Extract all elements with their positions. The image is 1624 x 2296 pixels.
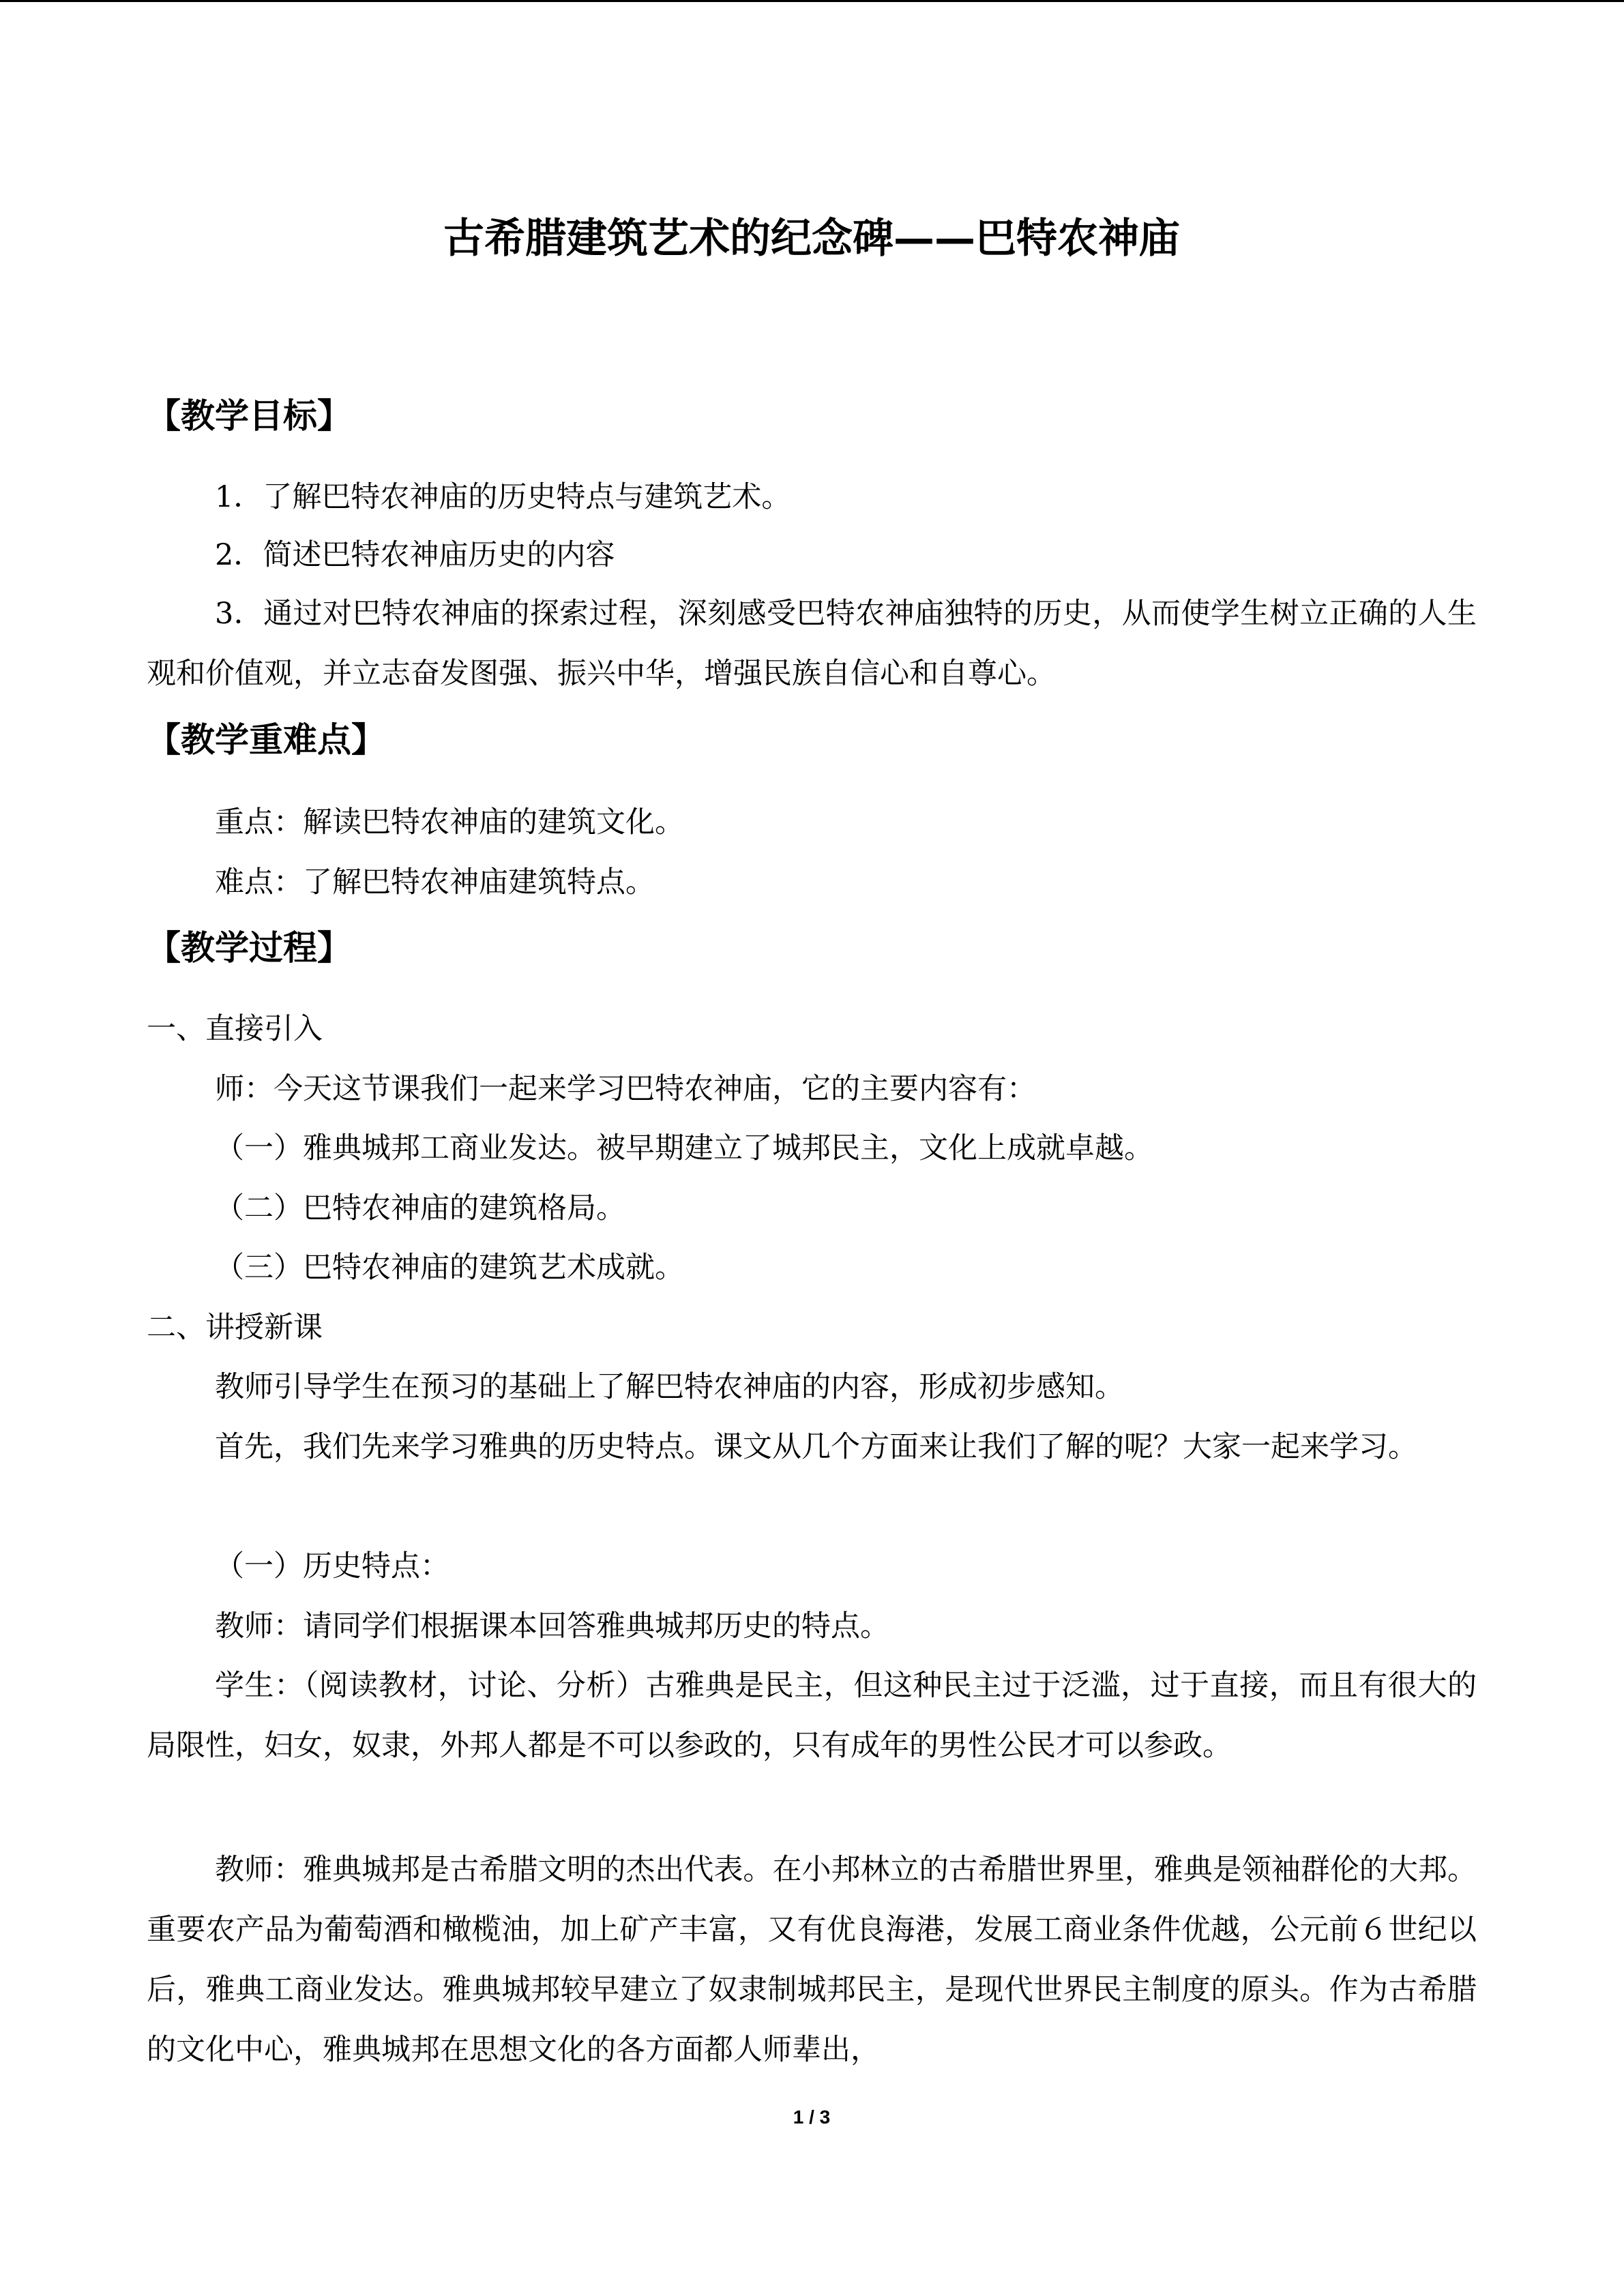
page-number: 1 / 3 xyxy=(793,2106,831,2128)
process-part2-paragraph-4: 教师：请同学们根据课本回答雅典城邦历史的特点。 xyxy=(215,1609,889,1643)
process-part2-paragraph-2: 首先，我们先来学习雅典的历史特点。课文从几个方面来让我们了解的呢？大家一起来学习。 xyxy=(215,1430,1417,1464)
process-part1-title: 一、直接引入 xyxy=(147,1012,323,1046)
key-point-focus: 重点：解读巴特农神庙的建筑文化。 xyxy=(215,805,684,839)
process-part1-item-2: （二）巴特农神庙的建筑格局。 xyxy=(215,1191,625,1225)
key-point-difficulty: 难点：了解巴特农神庙建筑特点。 xyxy=(215,865,655,899)
section-heading-objectives: 【教学目标】 xyxy=(147,396,351,436)
document-page xyxy=(147,0,1477,2296)
process-part1-item-1: （一）雅典城邦工商业发达。被早期建立了城邦民主，文化上成就卓越。 xyxy=(215,1131,1153,1165)
process-part2-paragraph-1: 教师引导学生在预习的基础上了解巴特农神庙的内容，形成初步感知。 xyxy=(215,1370,1124,1404)
process-part2-paragraph-3: （一）历史特点： xyxy=(215,1549,449,1583)
objective-item-2: 2．简述巴特农神庙历史的内容 xyxy=(215,538,615,572)
document-title: 古希腊建筑艺术的纪念碑——巴特农神庙 xyxy=(443,215,1180,263)
objective-item-3: 3．通过对巴特农神庙的探索过程，深刻感受巴特农神庙独特的历史，从而使学生树立正确的人生观和价值观，并立志奋发图强、振兴中华，增强民族自信心和自尊心。 xyxy=(147,597,1477,691)
process-part2-title: 二、讲授新课 xyxy=(147,1311,323,1345)
section-heading-key-points: 【教学重难点】 xyxy=(147,720,385,760)
process-part2-paragraph-5: 学生：（阅读教材，讨论、分析）古雅典是民主，但这种民主过于泛滥，过于直接，而且有很大的局限性，妇女，奴隶，外邦人都是不可以参政的，只有成年的男性公民才可以参政。 xyxy=(147,1669,1477,1763)
section-heading-process: 【教学过程】 xyxy=(147,928,351,968)
objective-item-1: 1．了解巴特农神庙的历史特点与建筑艺术。 xyxy=(215,480,791,514)
process-part1-item-3: （三）巴特农神庙的建筑艺术成就。 xyxy=(215,1251,684,1285)
process-part1-intro: 师：今天这节课我们一起来学习巴特农神庙，它的主要内容有： xyxy=(215,1072,1036,1106)
process-part2-paragraph-6: 教师：雅典城邦是古希腊文明的杰出代表。在小邦林立的古希腊世界里，雅典是领袖群伦的大邦。重要农产品为葡萄酒和橄榄油，加上矿产丰富，又有优良海港，发展工商业条件优越，公元前６世纪以后，雅典工商业发达。雅典城邦较早建立了奴隶制城邦民主，是现代世界民主制度的原头。作为古希腊的文化中心，雅典城邦在思想文化的各方面都人师辈出， xyxy=(147,1853,1477,2067)
